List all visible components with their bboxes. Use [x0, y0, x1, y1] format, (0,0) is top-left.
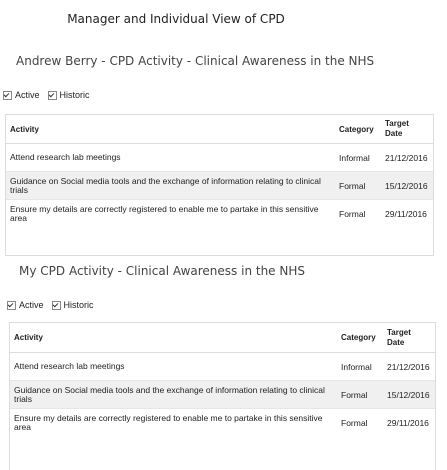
category-cell: Formal [339, 208, 366, 219]
column-header-category[interactable]: Category [341, 323, 383, 353]
table-row[interactable] [6, 200, 433, 228]
individual-filters [7, 300, 94, 310]
category-cell: Informal [341, 353, 383, 381]
category-cell: Formal [339, 172, 381, 200]
target-date-cell: 21/12/2016 [383, 353, 435, 381]
activity-cell: Attend research lab meetings [6, 144, 339, 172]
activity-cell: Attend research lab meetings [10, 353, 341, 381]
target-date-cell: 29/11/2016 [387, 417, 429, 428]
individual-section-title: My CPD Activity - Clinical Awareness in the NHS [19, 264, 305, 278]
active-label: Active [19, 300, 44, 310]
column-header-category[interactable]: Category [339, 115, 381, 144]
page-title: Manager and Individual View of CPD [67, 12, 285, 26]
table-row[interactable] [10, 381, 435, 409]
manager-activity-table [5, 114, 434, 256]
activity-cell: Ensure my details are correctly registered to enable me to partake in this sensitive area [14, 412, 323, 432]
active-label: Active [15, 90, 40, 100]
category-cell: Informal [339, 144, 381, 172]
target-date-cell: 15/12/2016 [381, 172, 433, 200]
manager-filters [3, 90, 90, 100]
table-row[interactable] [6, 144, 433, 172]
column-header-target-date[interactable]: Target Date [383, 323, 435, 353]
individual-activity-table [9, 322, 436, 470]
target-date-cell: 21/12/2016 [381, 144, 433, 172]
column-header-activity[interactable]: Activity [10, 323, 341, 353]
column-header-activity[interactable]: Activity [6, 115, 339, 144]
historic-label: Historic [59, 90, 90, 100]
table-row[interactable] [6, 172, 433, 200]
activity-cell: Guidance on Social media tools and the exchange of information relating to clinical trials [6, 172, 339, 200]
table-row[interactable] [10, 353, 435, 381]
table-row[interactable] [10, 409, 435, 437]
target-date-cell: 29/11/2016 [385, 208, 427, 219]
historic-label: Historic [63, 300, 94, 310]
historic-checkbox[interactable] [52, 301, 61, 310]
manager-section-title: Andrew Berry - CPD Activity - Clinical Awareness in the NHS [16, 54, 375, 68]
active-checkbox[interactable] [3, 91, 12, 100]
category-cell: Formal [341, 417, 368, 428]
activity-cell: Ensure my details are correctly registered to enable me to partake in this sensitive area [10, 203, 319, 223]
activity-cell: Guidance on Social media tools and the exchange of information relating to clinical trials [10, 381, 341, 409]
active-checkbox[interactable] [7, 301, 16, 310]
historic-checkbox[interactable] [48, 91, 57, 100]
column-header-target-date[interactable]: Target Date [381, 115, 433, 144]
target-date-cell: 15/12/2016 [383, 381, 435, 409]
category-cell: Formal [341, 381, 383, 409]
